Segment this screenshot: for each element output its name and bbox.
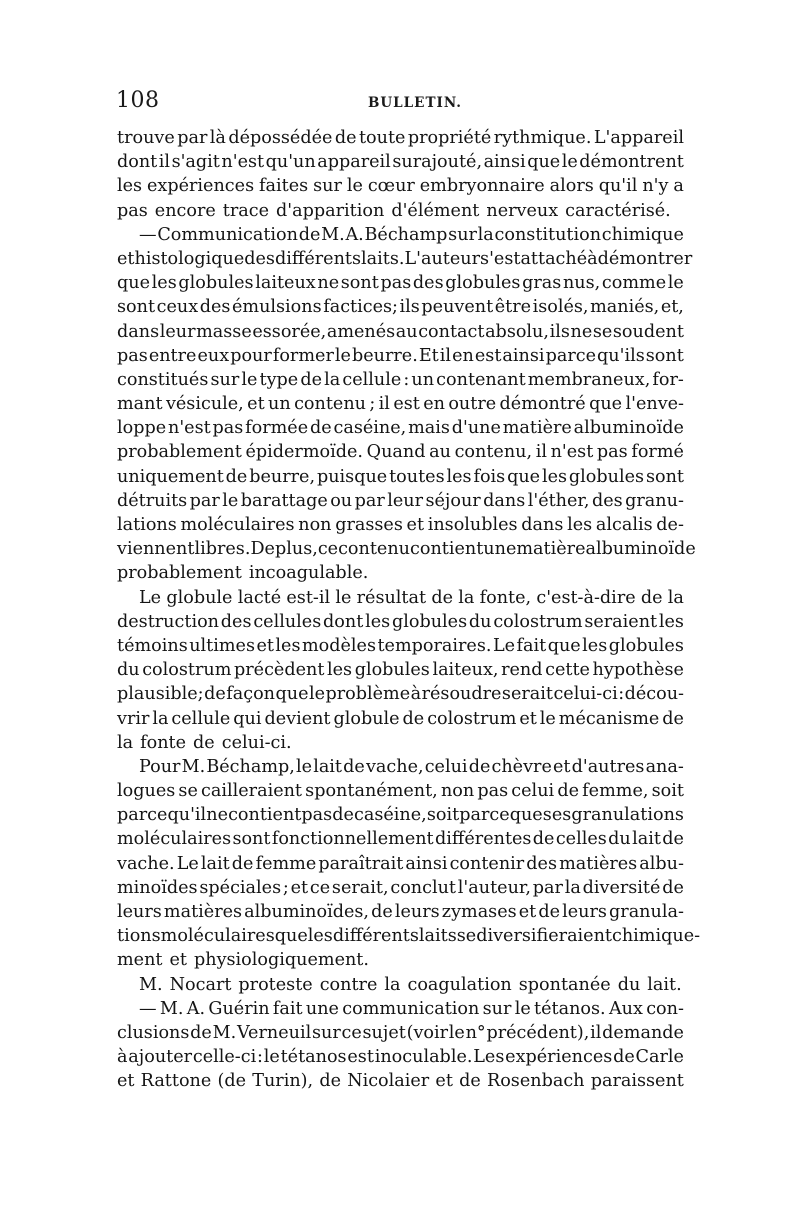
text-line: minoïdes spéciales ; et ce serait, conclut l'auteur, par la diversité de <box>117 877 684 898</box>
text-line: constitués sur le type de la cellule : un contenant membraneux, for- <box>117 369 684 390</box>
text-line: uniquement de beurre, puisque toutes les fois que les globules sont <box>117 466 684 487</box>
text-line: clusions de M. Verneuil sur ce sujet (voir le n° précédent), il demande <box>117 1022 684 1043</box>
text-line: moléculaires sont fonctionnellement différentes de celles du lait de <box>117 829 684 850</box>
text-line: pas entre eux pour former le beurre. Et il en est ainsi parce qu'ils sont <box>117 345 684 366</box>
text-line: dont il s'agit n'est qu'un appareil surajouté, ainsi que le démontrent <box>117 152 684 173</box>
text-line: Pour M. Béchamp, le lait de vache, celui de chèvre et d'autres ana- <box>139 756 684 777</box>
text-line: probablement incoagulable. <box>117 563 369 584</box>
text-line: du colostrum précèdent les globules laiteux, rend cette hypothèse <box>117 660 684 681</box>
text-line: trouve par là dépossédée de toute propriété rythmique. L'appareil <box>117 128 684 148</box>
text-line: et histologique des différents laits. L'auteur s'est attaché à démontrer <box>117 248 693 269</box>
text-line: M. Nocart proteste contre la coagulation spontanée du lait. <box>139 974 682 995</box>
text-line: à ajouter celle-ci : le tétanos est inoculable. Les expériences de Carle <box>117 1047 684 1068</box>
page-number: 108 <box>116 88 160 113</box>
text-line: les expériences faites sur le cœur embryonnaire alors qu'il n'y a <box>117 176 684 197</box>
running-title: BULLETIN. <box>368 95 462 111</box>
text-line: et Rattone (de Turin), de Nicolaier et de Rosenbach paraissent <box>117 1071 684 1092</box>
text-line: vache. Le lait de femme paraîtrait ainsi contenir des matières albu- <box>117 853 684 874</box>
text-line: dans leur masse essorée, amenés au contact absolu, ils ne se soudent <box>117 321 684 342</box>
text-line: détruits par le barattage ou par leur séjour dans l'éther, des granu- <box>117 490 684 511</box>
text-line: pas encore trace d'apparition d'élément nerveux caractérisé. <box>117 200 671 221</box>
text-line: témoins ultimes et les modèles temporaires. Le fait que les globules <box>117 635 684 656</box>
text-line: — Communication de M. A. Béchamp sur la constitution chimique <box>139 224 684 245</box>
body-text <box>117 126 701 1094</box>
text-line: la fonte de celui-ci. <box>117 732 292 753</box>
text-line: ment et physiologiquement. <box>117 950 369 971</box>
text-line: — M. A. Guérin fait une communication sur le tétanos. Aux con- <box>139 998 684 1019</box>
text-line: leurs matières albuminoïdes, de leurs zymases et de leurs granula- <box>117 902 684 922</box>
text-line: vrir la cellule qui devient globule de colostrum et le mécanisme de <box>117 708 684 729</box>
text-line: mant vésicule, et un contenu ; il est en outre démontré que l'enve- <box>117 394 684 415</box>
text-line: Le globule lacté est-il le résultat de la fonte, c'est-à-dire de la <box>139 587 684 608</box>
text-line: que les globules laiteux ne sont pas des globules gras nus, comme le <box>117 273 684 294</box>
text-line: plausible; de façon que le problème à résoudre serait celui-ci : décou- <box>117 684 684 705</box>
text-line: viennent libres. De plus, ce contenu contient une matière albuminoïde <box>117 539 696 560</box>
page-header <box>116 88 684 118</box>
text-line: tions moléculaires que les différents laits se diversifieraient chimique- <box>117 926 701 947</box>
text-line: parce qu'il ne contient pas de caséine, soit parce que ses granulations <box>117 805 684 826</box>
text-line: logues se cailleraient spontanément, non pas celui de femme, soit <box>117 781 684 802</box>
text-line: lations moléculaires non grasses et insolubles dans les alcalis de- <box>117 515 684 535</box>
text-line: probablement épidermoïde. Quand au contenu, il n'est pas formé <box>117 442 684 463</box>
text-line: destruction des cellules dont les globules du colostrum seraient les <box>117 611 684 632</box>
text-line: sont ceux des émulsions factices; ils peuvent être isolés, maniés, et, <box>117 297 684 318</box>
text-line: loppe n'est pas formée de caséine, mais d'une matière albuminoïde <box>117 418 684 439</box>
